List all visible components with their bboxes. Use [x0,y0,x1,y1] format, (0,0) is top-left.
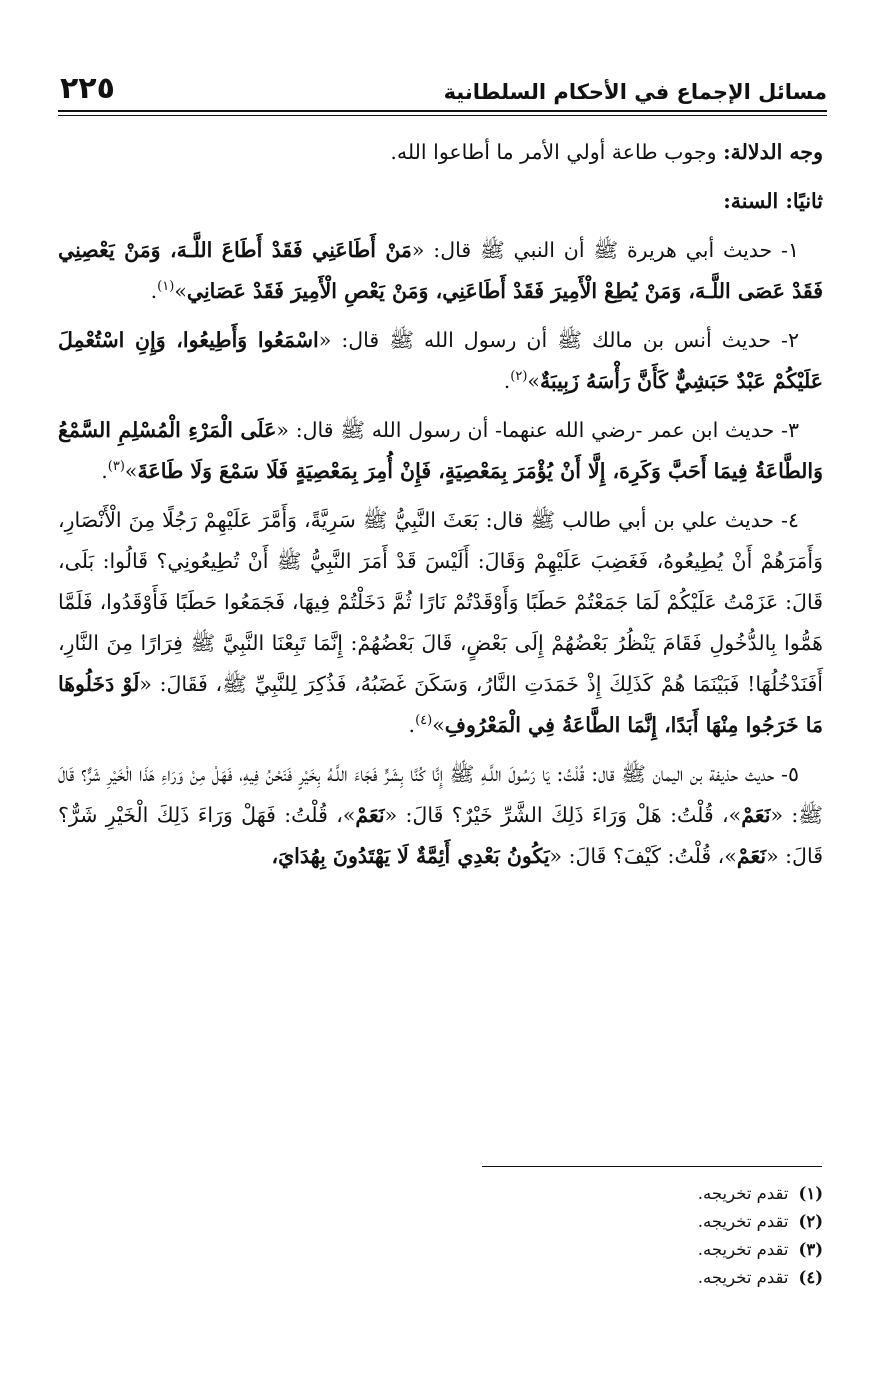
section-heading: ثانيًا: السنة: [723,189,823,213]
evidence-text: وجوب طاعة أولي الأمر ما أطاعوا الله. [390,140,724,164]
hadith-5: ٥- حديث حذيفة بن اليمان ﷺ قال: قُلْتُ: يَا رَسُولَ اللَّـهِ ﷺ إِنَّا كُنَّا بِشَرٍّ فَجَاءَ اللَّـهُ بِخَيْرٍ فَنَحْنُ فِيهِ، فَهَلْ مِنْ وَرَاءِ هَذَا الْخَيْرِ شَرٌّ؟ قَالَ ﷺ: «نَعَمْ»، قُلْتُ: هَلْ وَرَاءَ ذَلِكَ الشَّرِّ خَيْرٌ؟ قَالَ: «نَعَمْ»، قُلْتُ: فَهَلْ وَرَاءَ ذَلِكَ الْخَيْرِ شَرٌّ؟ قَالَ: «نَعَمْ»، قُلْتُ: كَيْفَ؟ قَالَ: «يَكُونُ بَعْدِي أَئِمَّةٌ لَا يَهْتَدُونَ بِهُدَايَ، [58,762,824,868]
footnote-item: (١)تقدم تخريجه. [697,1184,823,1203]
footnote-ref: (١) [157,279,175,295]
footnote-item: (٤)تقدم تخريجه. [697,1268,823,1287]
header-rule [58,110,827,116]
footnote-item: (٣)تقدم تخريجه. [697,1240,823,1259]
page-number: ٢٢٥ [60,71,115,106]
hadith-quote: اسْمَعُوا وَأَطِيعُوا، وَإِنِ اسْتُعْمِلَ عَلَيْكُمْ عَبْدٌ حَبَشِيٌّ كَأَنَّ رَأْسَهُ زَبِيبَةٌ [58,328,823,393]
page-header [60,62,827,104]
hadith-2: ٢- حديث أنس بن مالك ﷺ أن رسول الله ﷺ قال: «اسْمَعُوا وَأَطِيعُوا، وَإِنِ اسْتُعْمِلَ عَلَيْكُمْ عَبْدٌ حَبَشِيٌّ كَأَنَّ رَأْسَهُ زَبِيبَةٌ»$^{(٢)}$. [58,328,823,393]
evidence-label: وجه الدلالة: [723,140,823,164]
footnotes [698,1180,823,1292]
hadith-quote: عَلَى الْمَرْءِ الْمُسْلِمِ السَّمْعُ وَالطَّاعَةُ فِيمَا أَحَبَّ وَكَرِهَ، إِلَّا أَنْ يُؤْمَرَ بِمَعْصِيَةٍ، فَإِنْ أُمِرَ بِمَعْصِيَةٍ فَلَا سَمْعَ وَلَا طَاعَةَ [58,418,823,483]
hadith-4: ٤- حديث علي بن أبي طالب ﷺ قال: بَعَثَ النَّبِيُّ ﷺ سَرِيَّةً، وَأَمَّرَ عَلَيْهِمْ رَجُلًا مِنَ الْأَنْصَارِ، وَأَمَرَهُمْ أَنْ يُطِيعُوهُ، فَغَضِبَ عَلَيْهِمْ وَقَالَ: أَلَيْسَ قَدْ أَمَرَ النَّبِيُّ ﷺ أَنْ تُطِيعُونِي؟ قَالُوا: بَلَى، قَالَ: عَزَمْتُ عَلَيْكُمْ لَمَا جَمَعْتُمْ حَطَبًا وَأَوْقَدْتُمْ نَارًا ثُمَّ دَخَلْتُمْ فِيهَا، فَجَمَعُوا حَطَبًا فَأَوْقَدُوا، فَلَمَّا هَمُّوا بِالدُّخُولِ فَقَامَ يَنْظُرُ بَعْضُهُمْ إِلَى بَعْضٍ، قَالَ بَعْضُهُمْ: إِنَّمَا تَبِعْنَا النَّبِيَّ ﷺ فِرَارًا مِنَ النَّارِ، أَفَنَدْخُلُهَا! فَبَيْنَمَا هُمْ كَذَلِكَ إِذْ خَمَدَتِ النَّارُ، وَسَكَنَ غَضَبُهُ، فَذُكِرَ لِلنَّبِيِّ ﷺ، فَقَالَ: «لَوْ دَخَلُوهَا مَا خَرَجُوا مِنْهَا أَبَدًا، إِنَّمَا الطَّاعَةُ فِي الْمَعْرُوفِ»$^{(٤)}$. [58,508,823,737]
footnote-ref: (٤) [415,713,433,729]
hadith-quote: مَنْ أَطَاعَنِي فَقَدْ أَطَاعَ اللَّـهَ، وَمَنْ يَعْصِنِي فَقَدْ عَصَى اللَّـهَ، وَمَنْ يُطِعْ الْأَمِيرَ فَقَدْ أَطَاعَنِي، وَمَنْ يَعْصِ الْأَمِيرَ فَقَدْ عَصَانِي [58,238,823,303]
hadith-quote: لَوْ دَخَلُوهَا مَا خَرَجُوا مِنْهَا أَبَدًا، إِنَّمَا الطَّاعَةُ فِي الْمَعْرُوفِ [58,672,823,737]
footnote-item: (٢)تقدم تخريجه. [697,1212,823,1231]
footnote-ref: (٣) [107,459,125,475]
main-text [58,132,823,885]
hadith-quote: يَكُونُ بَعْدِي أَئِمَّةٌ لَا يَهْتَدُونَ بِهُدَايَ، [271,844,550,868]
hadith-1: ١- حديث أبي هريرة ﷺ أن النبي ﷺ قال: «مَنْ أَطَاعَنِي فَقَدْ أَطَاعَ اللَّـهَ، وَمَنْ يَعْصِنِي فَقَدْ عَصَى اللَّـهَ، وَمَنْ يُطِعْ الْأَمِيرَ فَقَدْ أَطَاعَنِي، وَمَنْ يَعْصِ الْأَمِيرَ فَقَدْ عَصَانِي»$^{(١)}$. [58,238,823,303]
footnote-separator [482,1166,822,1167]
running-title: مسائل الإجماع في الأحكام السلطانية [443,80,827,104]
footnote-ref: (٢) [510,369,528,385]
paragraph-evidence [58,132,823,173]
hadith-3: ٣- حديث ابن عمر -رضي الله عنهما- أن رسول الله ﷺ قال: «عَلَى الْمَرْءِ الْمُسْلِمِ السَّمْعُ وَالطَّاعَةُ فِيمَا أَحَبَّ وَكَرِهَ، إِلَّا أَنْ يُؤْمَرَ بِمَعْصِيَةٍ، فَإِنْ أُمِرَ بِمَعْصِيَةٍ فَلَا سَمْعَ وَلَا طَاعَةَ»$^{(٣)}$. [58,418,823,483]
